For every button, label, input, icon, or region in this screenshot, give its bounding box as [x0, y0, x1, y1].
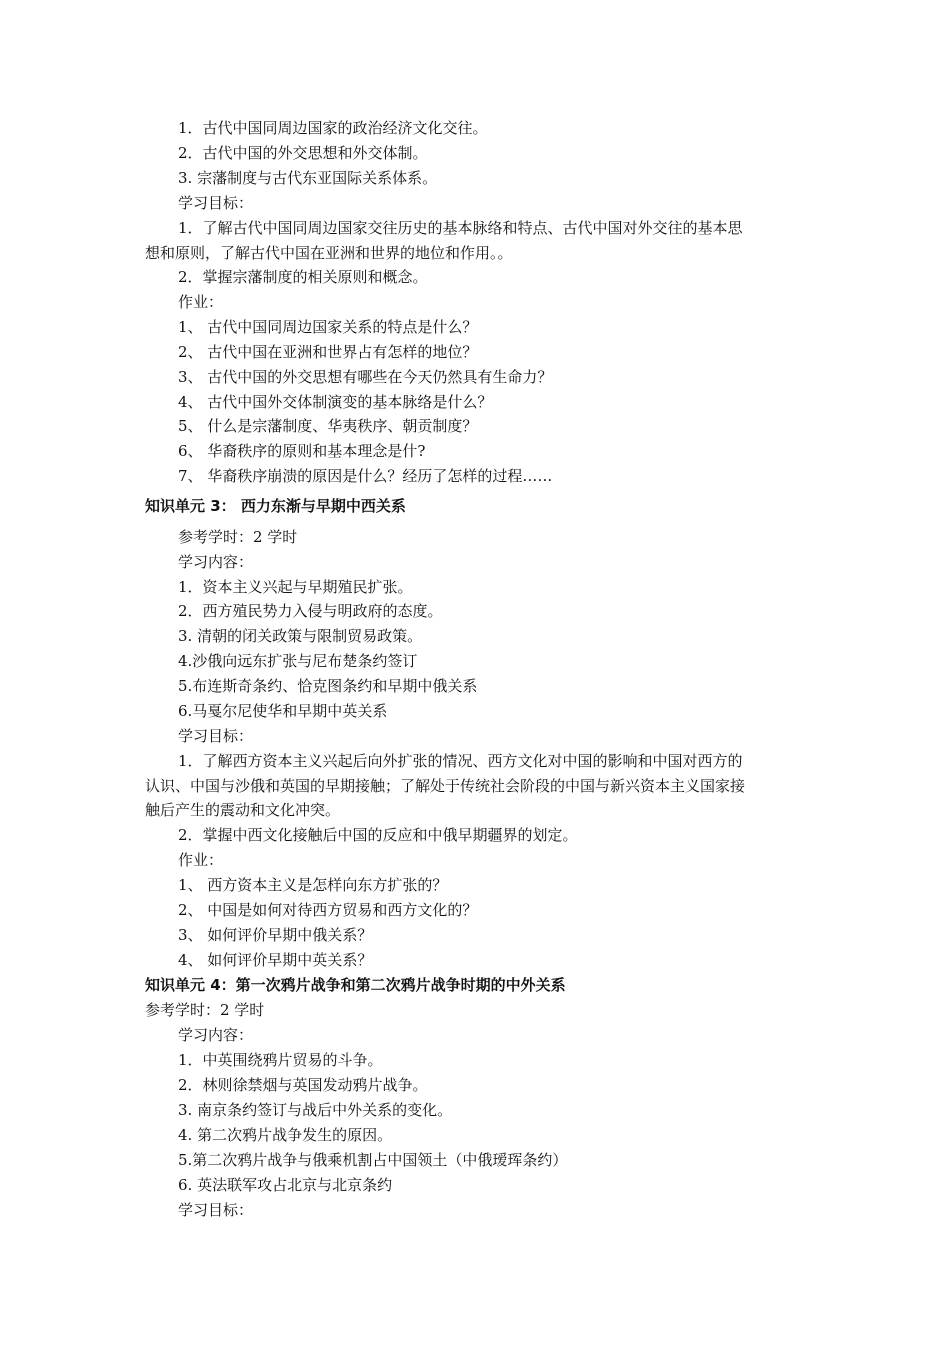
homework-item: 5、 什么是宗藩制度、华夷秩序、朝贡制度？ [178, 417, 478, 435]
content-item: 3. 宗藩制度与古代东亚国际关系体系。 [178, 169, 438, 187]
homework-item: 6、 华裔秩序的原则和基本理念是什? [178, 442, 426, 460]
content-item: 4. 第二次鸦片战争发生的原因。 [178, 1126, 393, 1144]
unit-heading: 知识单元 4：第一次鸦片战争和第二次鸦片战争时期的中外关系 [145, 976, 566, 994]
homework-item: 4、 如何评价早期中英关系？ [178, 951, 373, 969]
goal-text: 触后产生的震动和文化冲突。 [145, 801, 341, 819]
content-item: 4.沙俄向远东扩张与尼布楚条约签订 [178, 652, 418, 670]
homework-item: 7、 华裔秩序崩溃的原因是什么？经历了怎样的过程…… [178, 467, 553, 485]
content-item: 6. 英法联军攻占北京与北京条约 [178, 1176, 393, 1194]
goal-text: 1．了解古代中国同周边国家交往历史的基本脉络和特点、古代中国对外交往的基本思 [178, 219, 743, 237]
content-item: 3. 南京条约签订与战后中外关系的变化。 [178, 1101, 453, 1119]
goal-text: 2．掌握中西文化接触后中国的反应和中俄早期疆界的划定。 [178, 826, 578, 844]
goal-text: 2．掌握宗藩制度的相关原则和概念。 [178, 268, 428, 286]
goal-text: 认识、中国与沙俄和英国的早期接触；了解处于传统社会阶段的中国与新兴资本主义国家接 [145, 777, 746, 795]
contents-label: 学习内容： [178, 553, 254, 571]
content-item: 5.布连斯奇条约、恰克图条约和早期中俄关系 [178, 677, 478, 695]
goals-label: 学习目标： [178, 194, 254, 212]
content-item: 5.第二次鸦片战争与俄乘机割占中国领土（中俄瑷珲条约） [178, 1151, 568, 1169]
content-item: 2．西方殖民势力入侵与明政府的态度。 [178, 602, 443, 620]
goals-label: 学习目标： [178, 727, 254, 745]
homework-item: 4、 古代中国外交体制演变的基本脉络是什么？ [178, 393, 493, 411]
homework-label: 作业： [178, 293, 224, 311]
homework-item: 3、 如何评价早期中俄关系？ [178, 926, 373, 944]
content-item: 2．古代中国的外交思想和外交体制。 [178, 144, 428, 162]
unit-heading: 知识单元 3： 西力东渐与早期中西关系 [145, 497, 406, 515]
homework-item: 2、 古代中国在亚洲和世界占有怎样的地位？ [178, 343, 478, 361]
homework-item: 2、 中国是如何对待西方贸易和西方文化的？ [178, 901, 478, 919]
goal-text: 1．了解西方资本主义兴起后向外扩张的情况、西方文化对中国的影响和中国对西方的 [178, 752, 743, 770]
content-item: 1．资本主义兴起与早期殖民扩张。 [178, 578, 413, 596]
content-item: 2．林则徐禁烟与英国发动鸦片战争。 [178, 1076, 428, 1094]
goals-label: 学习目标： [178, 1201, 254, 1219]
contents-label: 学习内容： [178, 1026, 254, 1044]
study-hours: 参考学时：2 学时 [145, 1001, 265, 1019]
content-item: 1．古代中国同周边国家的政治经济文化交往。 [178, 119, 488, 137]
study-hours: 参考学时：2 学时 [178, 528, 298, 546]
homework-label: 作业： [178, 851, 224, 869]
homework-item: 3、 古代中国的外交思想有哪些在今天仍然具有生命力？ [178, 368, 553, 386]
homework-item: 1、 西方资本主义是怎样向东方扩张的？ [178, 876, 448, 894]
content-item: 3. 清朝的闭关政策与限制贸易政策。 [178, 627, 423, 645]
goal-text: 想和原则，了解古代中国在亚洲和世界的地位和作用。。 [145, 244, 513, 262]
content-item: 1．中英围绕鸦片贸易的斗争。 [178, 1051, 383, 1069]
homework-item: 1、 古代中国同周边国家关系的特点是什么？ [178, 318, 478, 336]
content-item: 6.马戛尔尼使华和早期中英关系 [178, 702, 388, 720]
